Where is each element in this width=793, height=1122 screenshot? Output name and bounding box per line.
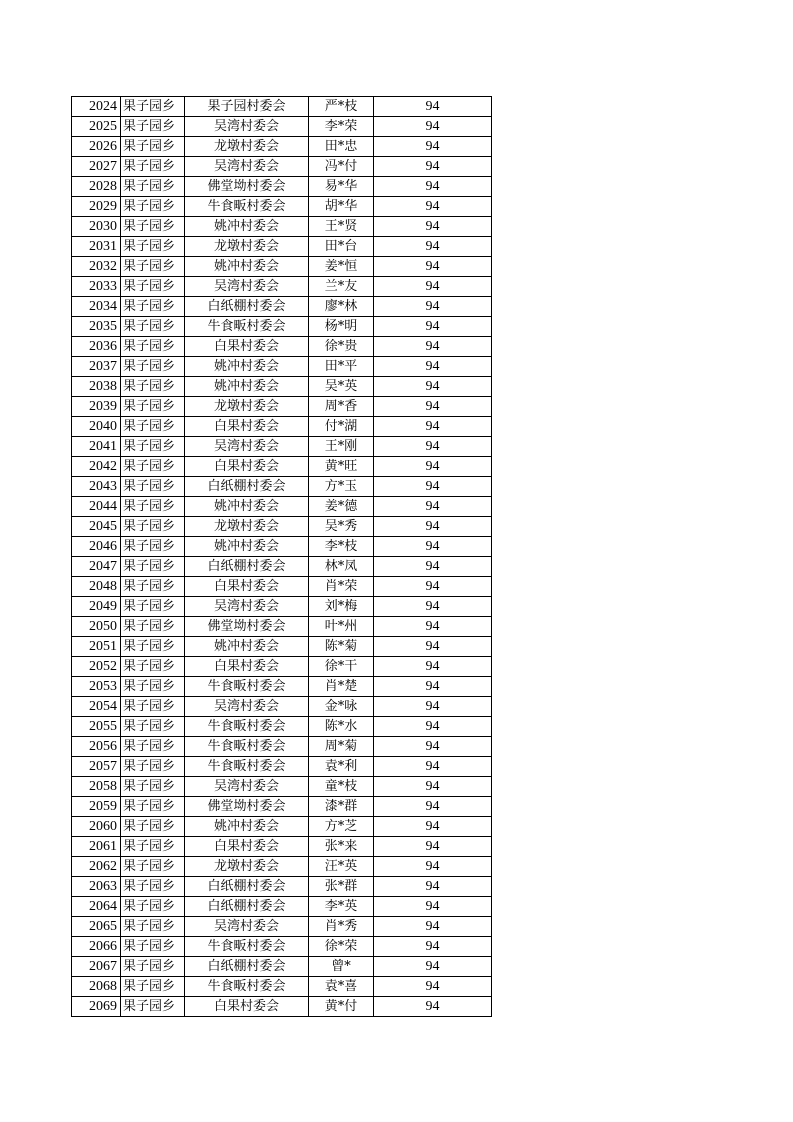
township-cell: 果子园乡	[121, 177, 185, 197]
table-row	[72, 337, 492, 357]
row-number-cell: 2042	[72, 457, 121, 477]
person-name-cell: 周*菊	[309, 737, 374, 757]
score-cell: 94	[374, 617, 492, 637]
table-row	[72, 997, 492, 1017]
row-number-cell: 2037	[72, 357, 121, 377]
row-number-cell: 2065	[72, 917, 121, 937]
score-cell: 94	[374, 557, 492, 577]
score-cell: 94	[374, 757, 492, 777]
village-committee-cell: 白纸棚村委会	[185, 897, 309, 917]
township-cell: 果子园乡	[121, 657, 185, 677]
table-row	[72, 297, 492, 317]
row-number-cell: 2050	[72, 617, 121, 637]
table-row	[72, 97, 492, 117]
score-cell: 94	[374, 897, 492, 917]
township-cell: 果子园乡	[121, 237, 185, 257]
row-number-cell: 2053	[72, 677, 121, 697]
township-cell: 果子园乡	[121, 517, 185, 537]
person-name-cell: 徐*贵	[309, 337, 374, 357]
village-committee-cell: 牛食畈村委会	[185, 317, 309, 337]
township-cell: 果子园乡	[121, 197, 185, 217]
person-name-cell: 叶*州	[309, 617, 374, 637]
person-name-cell: 廖*林	[309, 297, 374, 317]
score-cell: 94	[374, 597, 492, 617]
person-name-cell: 漆*群	[309, 797, 374, 817]
row-number-cell: 2049	[72, 597, 121, 617]
table-row	[72, 537, 492, 557]
row-number-cell: 2047	[72, 557, 121, 577]
table-row	[72, 177, 492, 197]
table-row	[72, 957, 492, 977]
table-row	[72, 117, 492, 137]
village-committee-cell: 白果村委会	[185, 997, 309, 1017]
village-committee-cell: 白果村委会	[185, 337, 309, 357]
township-cell: 果子园乡	[121, 697, 185, 717]
score-cell: 94	[374, 237, 492, 257]
person-name-cell: 姜*恒	[309, 257, 374, 277]
row-number-cell: 2039	[72, 397, 121, 417]
score-cell: 94	[374, 957, 492, 977]
person-name-cell: 李*荣	[309, 117, 374, 137]
table-row	[72, 657, 492, 677]
township-cell: 果子园乡	[121, 637, 185, 657]
township-cell: 果子园乡	[121, 817, 185, 837]
table-row	[72, 797, 492, 817]
row-number-cell: 2051	[72, 637, 121, 657]
score-cell: 94	[374, 797, 492, 817]
row-number-cell: 2026	[72, 137, 121, 157]
township-cell: 果子园乡	[121, 457, 185, 477]
person-name-cell: 肖*秀	[309, 917, 374, 937]
score-cell: 94	[374, 257, 492, 277]
township-cell: 果子园乡	[121, 537, 185, 557]
person-name-cell: 汪*英	[309, 857, 374, 877]
village-committee-cell: 白果村委会	[185, 577, 309, 597]
village-committee-cell: 姚冲村委会	[185, 497, 309, 517]
person-name-cell: 金*咏	[309, 697, 374, 717]
person-name-cell: 张*群	[309, 877, 374, 897]
row-number-cell: 2028	[72, 177, 121, 197]
person-name-cell: 付*湖	[309, 417, 374, 437]
table-row	[72, 917, 492, 937]
row-number-cell: 2040	[72, 417, 121, 437]
person-name-cell: 李*枝	[309, 537, 374, 557]
score-cell: 94	[374, 657, 492, 677]
score-cell: 94	[374, 337, 492, 357]
score-cell: 94	[374, 137, 492, 157]
table-row	[72, 757, 492, 777]
person-name-cell: 陈*水	[309, 717, 374, 737]
person-name-cell: 黄*付	[309, 997, 374, 1017]
score-cell: 94	[374, 977, 492, 997]
table-row	[72, 197, 492, 217]
roster-table	[71, 96, 492, 1017]
row-number-cell: 2056	[72, 737, 121, 757]
score-cell: 94	[374, 677, 492, 697]
township-cell: 果子园乡	[121, 717, 185, 737]
village-committee-cell: 牛食畈村委会	[185, 757, 309, 777]
village-committee-cell: 白纸棚村委会	[185, 957, 309, 977]
township-cell: 果子园乡	[121, 597, 185, 617]
village-committee-cell: 龙墩村委会	[185, 237, 309, 257]
village-committee-cell: 白纸棚村委会	[185, 877, 309, 897]
township-cell: 果子园乡	[121, 377, 185, 397]
village-committee-cell: 吴湾村委会	[185, 157, 309, 177]
row-number-cell: 2055	[72, 717, 121, 737]
township-cell: 果子园乡	[121, 617, 185, 637]
person-name-cell: 严*枝	[309, 97, 374, 117]
row-number-cell: 2066	[72, 937, 121, 957]
table-row	[72, 817, 492, 837]
village-committee-cell: 佛堂坳村委会	[185, 617, 309, 637]
row-number-cell: 2048	[72, 577, 121, 597]
village-committee-cell: 牛食畈村委会	[185, 677, 309, 697]
table-row	[72, 397, 492, 417]
table-row	[72, 477, 492, 497]
township-cell: 果子园乡	[121, 897, 185, 917]
township-cell: 果子园乡	[121, 417, 185, 437]
table-row	[72, 457, 492, 477]
village-committee-cell: 龙墩村委会	[185, 517, 309, 537]
score-cell: 94	[374, 357, 492, 377]
township-cell: 果子园乡	[121, 277, 185, 297]
table-row	[72, 437, 492, 457]
person-name-cell: 袁*喜	[309, 977, 374, 997]
table-row	[72, 497, 492, 517]
score-cell: 94	[374, 177, 492, 197]
township-cell: 果子园乡	[121, 397, 185, 417]
row-number-cell: 2057	[72, 757, 121, 777]
person-name-cell: 肖*荣	[309, 577, 374, 597]
row-number-cell: 2058	[72, 777, 121, 797]
village-committee-cell: 吴湾村委会	[185, 697, 309, 717]
village-committee-cell: 姚冲村委会	[185, 357, 309, 377]
table-row	[72, 137, 492, 157]
village-committee-cell: 吴湾村委会	[185, 597, 309, 617]
township-cell: 果子园乡	[121, 797, 185, 817]
village-committee-cell: 牛食畈村委会	[185, 717, 309, 737]
score-cell: 94	[374, 517, 492, 537]
person-name-cell: 田*忠	[309, 137, 374, 157]
table-row	[72, 737, 492, 757]
table-row	[72, 837, 492, 857]
score-cell: 94	[374, 297, 492, 317]
village-committee-cell: 牛食畈村委会	[185, 737, 309, 757]
village-committee-cell: 龙墩村委会	[185, 137, 309, 157]
table-row	[72, 217, 492, 237]
village-committee-cell: 佛堂坳村委会	[185, 177, 309, 197]
township-cell: 果子园乡	[121, 917, 185, 937]
village-committee-cell: 姚冲村委会	[185, 637, 309, 657]
person-name-cell: 杨*明	[309, 317, 374, 337]
row-number-cell: 2029	[72, 197, 121, 217]
score-cell: 94	[374, 117, 492, 137]
row-number-cell: 2062	[72, 857, 121, 877]
person-name-cell: 兰*友	[309, 277, 374, 297]
township-cell: 果子园乡	[121, 757, 185, 777]
score-cell: 94	[374, 577, 492, 597]
table-row	[72, 597, 492, 617]
table-row	[72, 897, 492, 917]
township-cell: 果子园乡	[121, 937, 185, 957]
township-cell: 果子园乡	[121, 557, 185, 577]
row-number-cell: 2059	[72, 797, 121, 817]
table-row	[72, 977, 492, 997]
person-name-cell: 徐*干	[309, 657, 374, 677]
table-row	[72, 877, 492, 897]
roster-table-body	[72, 97, 492, 1017]
score-cell: 94	[374, 397, 492, 417]
person-name-cell: 吴*秀	[309, 517, 374, 537]
person-name-cell: 田*台	[309, 237, 374, 257]
row-number-cell: 2027	[72, 157, 121, 177]
score-cell: 94	[374, 197, 492, 217]
township-cell: 果子园乡	[121, 977, 185, 997]
village-committee-cell: 白果村委会	[185, 837, 309, 857]
person-name-cell: 陈*菊	[309, 637, 374, 657]
person-name-cell: 方*芝	[309, 817, 374, 837]
person-name-cell: 田*平	[309, 357, 374, 377]
village-committee-cell: 吴湾村委会	[185, 277, 309, 297]
township-cell: 果子园乡	[121, 777, 185, 797]
person-name-cell: 徐*荣	[309, 937, 374, 957]
row-number-cell: 2045	[72, 517, 121, 537]
township-cell: 果子园乡	[121, 857, 185, 877]
person-name-cell: 林*凤	[309, 557, 374, 577]
village-committee-cell: 姚冲村委会	[185, 217, 309, 237]
row-number-cell: 2036	[72, 337, 121, 357]
village-committee-cell: 佛堂坳村委会	[185, 797, 309, 817]
score-cell: 94	[374, 697, 492, 717]
score-cell: 94	[374, 717, 492, 737]
village-committee-cell: 龙墩村委会	[185, 397, 309, 417]
table-row	[72, 237, 492, 257]
township-cell: 果子园乡	[121, 217, 185, 237]
row-number-cell: 2025	[72, 117, 121, 137]
township-cell: 果子园乡	[121, 157, 185, 177]
village-committee-cell: 白果村委会	[185, 417, 309, 437]
row-number-cell: 2060	[72, 817, 121, 837]
table-row	[72, 277, 492, 297]
village-committee-cell: 吴湾村委会	[185, 117, 309, 137]
person-name-cell: 胡*华	[309, 197, 374, 217]
table-row	[72, 857, 492, 877]
person-name-cell: 吴*英	[309, 377, 374, 397]
score-cell: 94	[374, 277, 492, 297]
village-committee-cell: 姚冲村委会	[185, 817, 309, 837]
score-cell: 94	[374, 537, 492, 557]
score-cell: 94	[374, 377, 492, 397]
row-number-cell: 2031	[72, 237, 121, 257]
township-cell: 果子园乡	[121, 837, 185, 857]
village-committee-cell: 白果村委会	[185, 457, 309, 477]
village-committee-cell: 白果村委会	[185, 657, 309, 677]
score-cell: 94	[374, 917, 492, 937]
table-row	[72, 617, 492, 637]
table-row	[72, 577, 492, 597]
row-number-cell: 2033	[72, 277, 121, 297]
score-cell: 94	[374, 937, 492, 957]
township-cell: 果子园乡	[121, 677, 185, 697]
score-cell: 94	[374, 857, 492, 877]
table-row	[72, 777, 492, 797]
township-cell: 果子园乡	[121, 97, 185, 117]
person-name-cell: 袁*利	[309, 757, 374, 777]
village-committee-cell: 姚冲村委会	[185, 537, 309, 557]
score-cell: 94	[374, 417, 492, 437]
score-cell: 94	[374, 97, 492, 117]
person-name-cell: 李*英	[309, 897, 374, 917]
person-name-cell: 肖*楚	[309, 677, 374, 697]
score-cell: 94	[374, 877, 492, 897]
village-committee-cell: 白纸棚村委会	[185, 477, 309, 497]
table-row	[72, 557, 492, 577]
village-committee-cell: 姚冲村委会	[185, 377, 309, 397]
village-committee-cell: 姚冲村委会	[185, 257, 309, 277]
score-cell: 94	[374, 497, 492, 517]
row-number-cell: 2035	[72, 317, 121, 337]
township-cell: 果子园乡	[121, 317, 185, 337]
score-cell: 94	[374, 317, 492, 337]
row-number-cell: 2061	[72, 837, 121, 857]
township-cell: 果子园乡	[121, 297, 185, 317]
table-row	[72, 937, 492, 957]
township-cell: 果子园乡	[121, 477, 185, 497]
table-row	[72, 157, 492, 177]
township-cell: 果子园乡	[121, 257, 185, 277]
table-row	[72, 637, 492, 657]
person-name-cell: 易*华	[309, 177, 374, 197]
table-row	[72, 717, 492, 737]
person-name-cell: 童*枝	[309, 777, 374, 797]
village-committee-cell: 牛食畈村委会	[185, 937, 309, 957]
score-cell: 94	[374, 777, 492, 797]
score-cell: 94	[374, 457, 492, 477]
table-row	[72, 377, 492, 397]
person-name-cell: 周*香	[309, 397, 374, 417]
village-committee-cell: 吴湾村委会	[185, 777, 309, 797]
village-committee-cell: 牛食畈村委会	[185, 977, 309, 997]
person-name-cell: 刘*梅	[309, 597, 374, 617]
row-number-cell: 2024	[72, 97, 121, 117]
table-row	[72, 357, 492, 377]
score-cell: 94	[374, 477, 492, 497]
row-number-cell: 2067	[72, 957, 121, 977]
village-committee-cell: 白纸棚村委会	[185, 297, 309, 317]
person-name-cell: 王*刚	[309, 437, 374, 457]
score-cell: 94	[374, 737, 492, 757]
score-cell: 94	[374, 157, 492, 177]
table-row	[72, 517, 492, 537]
score-cell: 94	[374, 997, 492, 1017]
row-number-cell: 2032	[72, 257, 121, 277]
row-number-cell: 2046	[72, 537, 121, 557]
village-committee-cell: 白纸棚村委会	[185, 557, 309, 577]
person-name-cell: 方*玉	[309, 477, 374, 497]
row-number-cell: 2030	[72, 217, 121, 237]
row-number-cell: 2063	[72, 877, 121, 897]
row-number-cell: 2038	[72, 377, 121, 397]
row-number-cell: 2034	[72, 297, 121, 317]
table-row	[72, 317, 492, 337]
person-name-cell: 张*来	[309, 837, 374, 857]
row-number-cell: 2043	[72, 477, 121, 497]
table-row	[72, 677, 492, 697]
score-cell: 94	[374, 817, 492, 837]
village-committee-cell: 果子园村委会	[185, 97, 309, 117]
table-row	[72, 257, 492, 277]
row-number-cell: 2068	[72, 977, 121, 997]
township-cell: 果子园乡	[121, 957, 185, 977]
row-number-cell: 2069	[72, 997, 121, 1017]
township-cell: 果子园乡	[121, 137, 185, 157]
person-name-cell: 黄*旺	[309, 457, 374, 477]
score-cell: 94	[374, 217, 492, 237]
table-row	[72, 697, 492, 717]
village-committee-cell: 牛食畈村委会	[185, 197, 309, 217]
township-cell: 果子园乡	[121, 997, 185, 1017]
township-cell: 果子园乡	[121, 737, 185, 757]
row-number-cell: 2054	[72, 697, 121, 717]
score-cell: 94	[374, 837, 492, 857]
table-row	[72, 417, 492, 437]
row-number-cell: 2041	[72, 437, 121, 457]
person-name-cell: 姜*德	[309, 497, 374, 517]
township-cell: 果子园乡	[121, 117, 185, 137]
township-cell: 果子园乡	[121, 877, 185, 897]
person-name-cell: 曾*	[309, 957, 374, 977]
row-number-cell: 2064	[72, 897, 121, 917]
row-number-cell: 2044	[72, 497, 121, 517]
village-committee-cell: 龙墩村委会	[185, 857, 309, 877]
person-name-cell: 王*贤	[309, 217, 374, 237]
village-committee-cell: 吴湾村委会	[185, 437, 309, 457]
score-cell: 94	[374, 637, 492, 657]
township-cell: 果子园乡	[121, 497, 185, 517]
township-cell: 果子园乡	[121, 357, 185, 377]
township-cell: 果子园乡	[121, 577, 185, 597]
village-committee-cell: 吴湾村委会	[185, 917, 309, 937]
row-number-cell: 2052	[72, 657, 121, 677]
score-cell: 94	[374, 437, 492, 457]
township-cell: 果子园乡	[121, 437, 185, 457]
township-cell: 果子园乡	[121, 337, 185, 357]
person-name-cell: 冯*付	[309, 157, 374, 177]
